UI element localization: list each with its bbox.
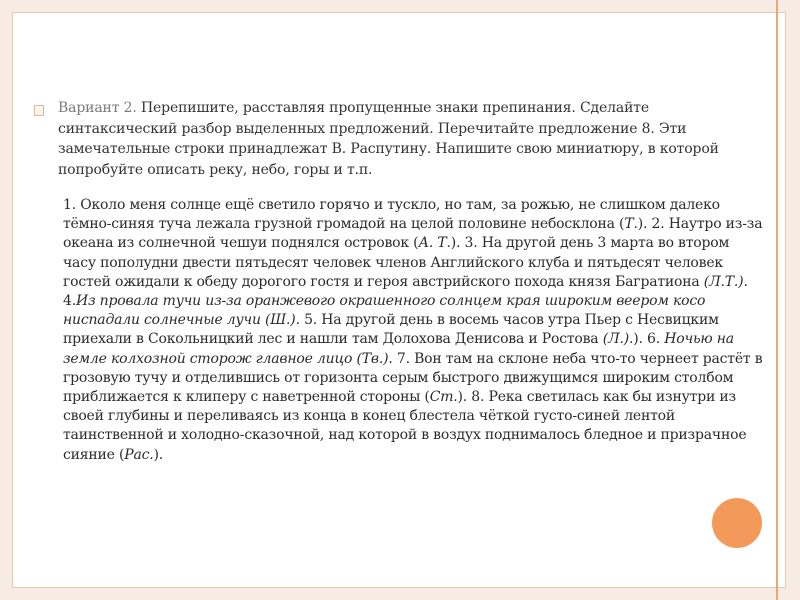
author-3: (Л.Т.)	[703, 273, 744, 290]
author-5: (Л.).	[602, 331, 634, 348]
task-body: Перепишите, расставляя пропущенные знаки препинания. Сделайте синтаксический разбор выделенных предложений. Перечитайте предложение 8. Эти замечательные строки принадлежат В. Распутину. Напишите свою миниатюру, в которой попробуйте описать реку, небо, горы и т.п.	[58, 100, 719, 178]
sentence-3: ). 3. На другой день 3 марта во втором часу пополудни двести пятьдесят человек членов Английского клуба и пятьдесят человек гостей ожидали к обеду дорогого гостя и героя австрийского похода князя Багратиона	[63, 235, 730, 290]
sentence-7: . 7. Вон там на склоне неба что-то чернеет растёт в грозовую тучу и отделившись от горизонта серым быстрого движущимся широким столбом приближается к клиперу с наветренной стороны (	[63, 350, 763, 406]
sentence-5: . 5. На другой день в восемь часов утра Пьер с Несвицким приехали в Сокольницкий лес и нашли там Долохова Денисова и Ростова	[63, 312, 719, 348]
passage-end: ).	[153, 446, 164, 463]
sentence-6-number: ). 6.	[633, 331, 665, 348]
sentence-2: ). 2. Наутро из-за океана из солнечной чешуи поднялся островок (	[63, 216, 763, 252]
author-2: А. Т.	[418, 235, 451, 252]
sentence-4-number: . 4.	[63, 273, 748, 310]
task-lead: Вариант 2.	[58, 100, 137, 116]
passage	[63, 196, 763, 465]
task-text	[58, 98, 748, 180]
author-8: Рас.	[124, 446, 154, 463]
author-1: Т.	[624, 216, 638, 233]
author-7: Ст.	[429, 389, 458, 406]
sentence-8: ). 8. Река светилась как бы изнутри из своей глубины и переливаясь из конца в конец блестела чёткой густо-синей лентой таинственной и холодно-сказочной, над которой в воздух поднималось бледное и призрачное сияние (	[63, 389, 747, 463]
sentence-1: 1. Около меня солнце ещё светило горячо и тускло, но там, за рожью, не слишком далеко тёмно-синяя туча лежала грузной громадой на целой половине небосклона (	[63, 197, 720, 233]
accent-circle	[712, 498, 762, 548]
sentence-4: Из провала тучи из-за оранжевого окрашенного солнцем края широким веером косо ниспадали солнечные лучи (Ш.)	[63, 293, 706, 329]
sentence-6: Ночью на земле колхозной сторож главное лицо (Тв.)	[63, 331, 734, 367]
frame-rule	[776, 0, 778, 600]
bullet-icon	[34, 105, 44, 116]
